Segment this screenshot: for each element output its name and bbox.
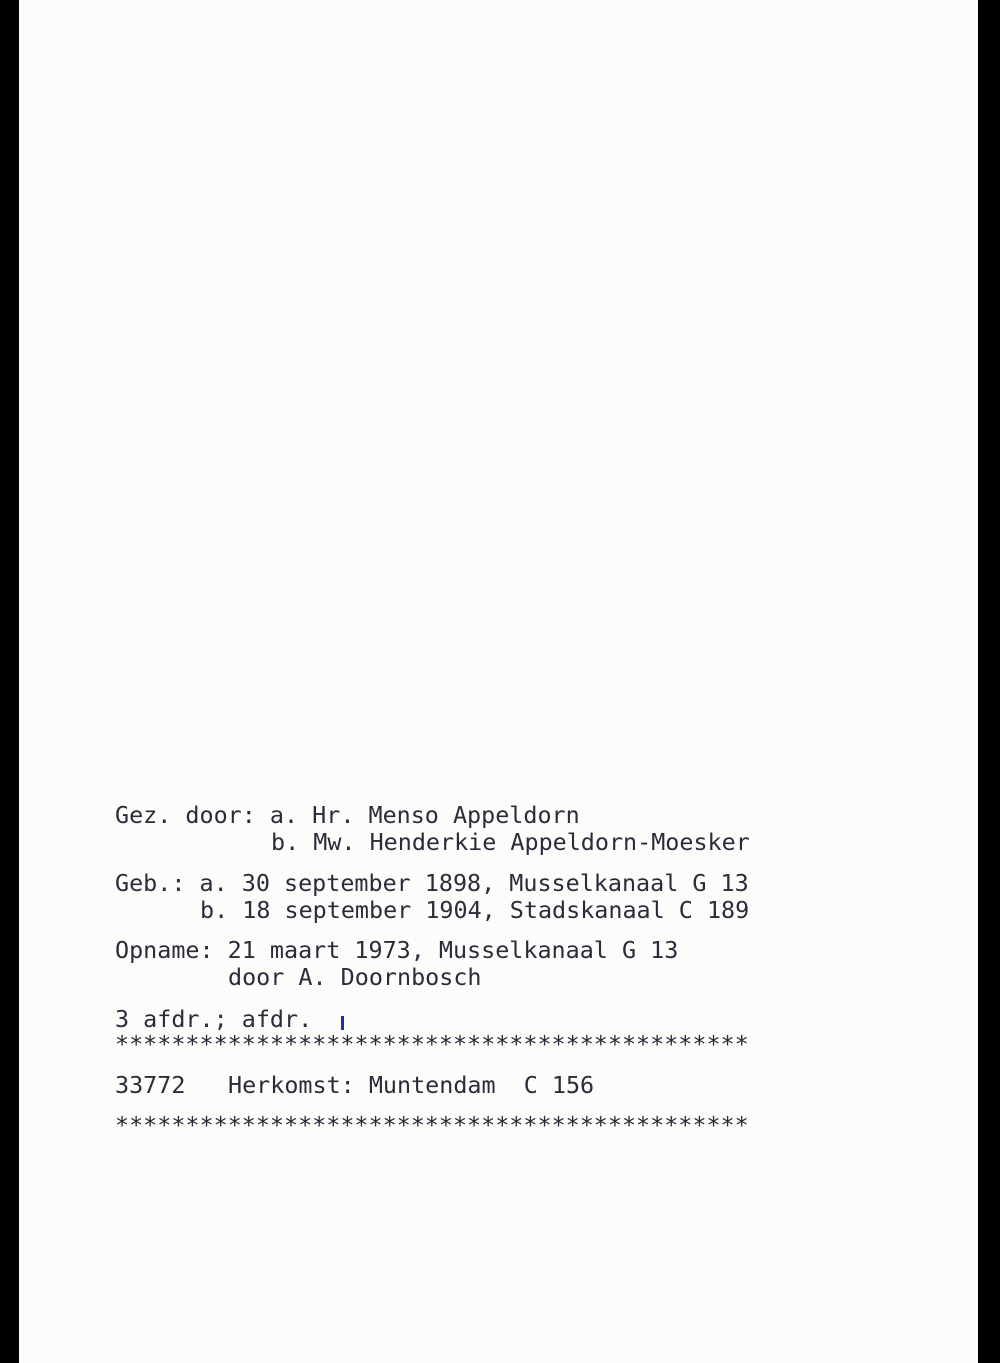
herkomst-line: Herkomst: Muntendam C 156 (228, 1071, 595, 1099)
separator-bottom: ********************************************* (115, 1111, 749, 1139)
geb-line-1: Geb.: a. 30 september 1898, Musselkanaal G 13 (115, 869, 749, 897)
opname-line-2: door A. Doornbosch (228, 963, 482, 991)
afdr-line: 3 afdr.; afdr. (115, 1005, 313, 1033)
ink-mark (341, 1016, 344, 1030)
geb-line-2: b. 18 september 1904, Stadskanaal C 189 (200, 896, 750, 924)
document-page (19, 0, 978, 1363)
gez-line-1: Gez. door: a. Hr. Menso Appeldorn (115, 801, 580, 829)
separator-top: ********************************************* (115, 1030, 749, 1058)
opname-line-1: Opname: 21 maart 1973, Musselkanaal G 13 (115, 936, 679, 964)
gez-line-2: b. Mw. Henderkie Appeldorn-Moesker (271, 828, 750, 856)
record-number: 33772 (115, 1071, 186, 1099)
